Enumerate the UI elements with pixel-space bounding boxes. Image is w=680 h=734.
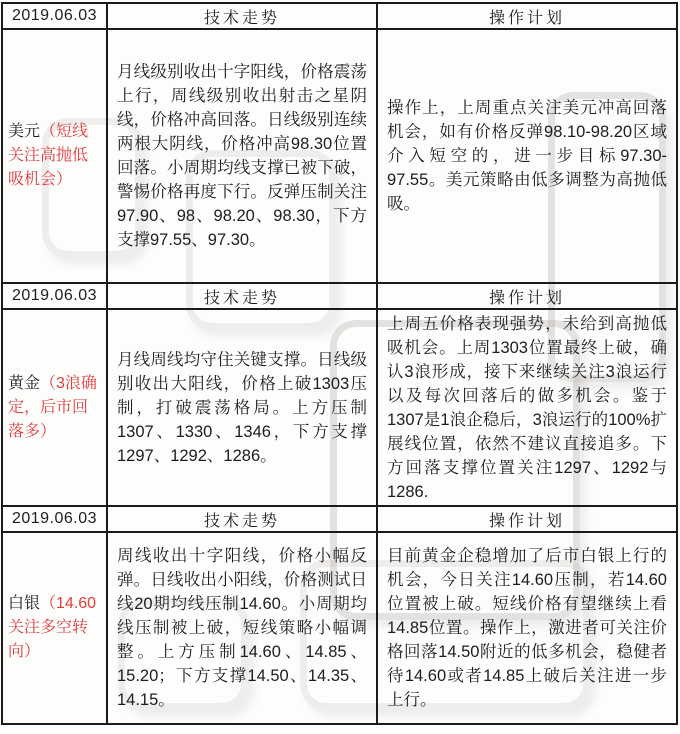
asset-label [8,592,101,664]
trading-plan-table [1,2,678,725]
asset-cell-silver [3,533,108,723]
technical-text-cell-silver [108,533,378,723]
technical-text: 周线收出十字阳线，价格小幅反弹。日线收出小阳线，价格测试日线20期均线压制14.60。小周期均线压制被上破，短线策略小幅调整。上方压制14.60、14.85、15.20；下方支撑14.50、14.35、14.15。 [117,547,367,709]
asset-label [8,372,101,444]
plan-text: 目前黄金企稳增加了后市白银上行的机会，今日关注14.60压制，若14.60位置被上破。短线价格有望继续上看14.85位置。操作上，激进者可关注价格回落14.50附近的低多机会，稳健者待14.60或者14.85上破后关注进一步上行。 [387,547,667,709]
asset-name: 美元 [8,123,41,140]
asset-label [8,120,101,192]
technical-header-cell: 技术走势 [108,4,378,30]
header-row-usd [3,4,676,30]
asset-name: 黄金 [8,374,41,392]
technical-text-cell-gold [108,310,378,507]
header-row-gold [3,284,676,310]
asset-note: （短线关注高抛低吸机会） [8,123,89,188]
technical-header-cell: 技术走势 [108,507,378,533]
asset-cell-gold [3,310,108,507]
date-cell: 2019.06.03 [3,507,108,533]
date-cell: 2019.06.03 [3,284,108,310]
content-row-usd [3,30,676,284]
plan-header-cell: 操作计划 [378,4,676,30]
plan-text-cell-usd [378,30,676,284]
asset-name: 白银 [8,595,41,612]
asset-note: （14.60关注多空转向） [8,595,97,660]
plan-text: 操作上，上周重点关注美元冲高回落机会，如有价格反弹98.10-98.20区域介入短空的，进一步目标97.30-97.55。美元策略由低多调整为高抛低吸。 [387,99,667,213]
plan-text-cell-silver [378,533,676,723]
asset-note: （3浪确定，后市回落多） [8,374,97,440]
content-row-gold [3,310,676,507]
plan-text-cell-gold [378,310,676,507]
asset-cell-usd [3,30,108,284]
plan-header-cell: 操作计划 [378,507,676,533]
technical-text: 月线级别收出十字阳线，价格震荡上行，周线级别收出射击之星阴线，价格冲高回落。日线级别连续两根大阴线，价格冲高98.30位置回落。小周期均线支撑已被下破，警惕价格再度下行。反弹压制关注97.90、98、98.20、98.30，下方支撑97.55、97.30。 [117,63,367,249]
date-cell: 2019.06.03 [3,4,108,30]
content-row-silver [3,533,676,723]
technical-text: 月线周线均守住关键支撑。日线级别收出大阳线，价格上破1303压制，打破震荡格局。上方压制1307、1330、1346，下方支撑1297、1292、1286。 [117,350,367,465]
plan-text: 上周五价格表现强势，未给到高抛低吸机会。上周1303位置最终上破，确认3浪形成，接下来继续关注3浪运行以及每次回落后的做多机会。鉴于1307是1浪企稳后，3浪运行的100%扩展线位置，依然不建议直接追多。下方回落支撑位置关注1297、1292与1286. [387,314,667,501]
technical-header-cell: 技术走势 [108,284,378,310]
header-row-silver [3,507,676,533]
technical-text-cell-usd [108,30,378,284]
plan-header-cell: 操作计划 [378,284,676,310]
